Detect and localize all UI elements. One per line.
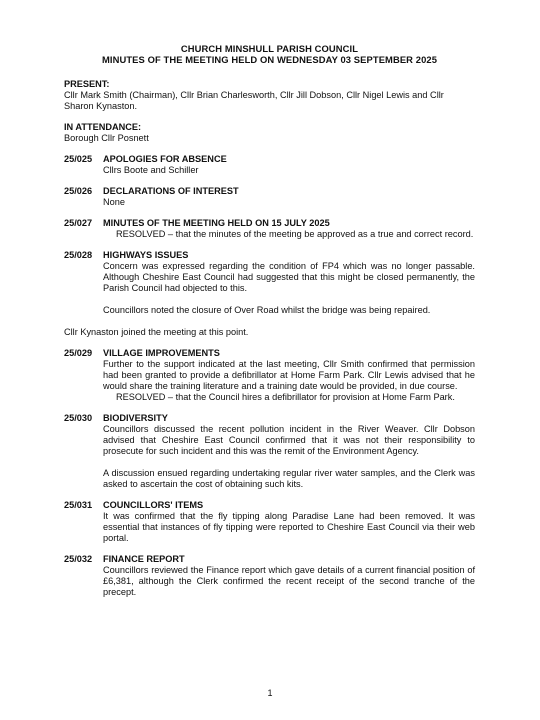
item-biodiversity xyxy=(64,413,475,490)
document-title xyxy=(64,44,475,65)
page-number: 1 xyxy=(267,688,273,698)
item-highways xyxy=(64,250,475,316)
item-number: 25/028 xyxy=(64,250,93,260)
item-number: 25/025 xyxy=(64,154,93,164)
item-paragraph: Councillors noted the closure of Over Road whilst the bridge was being repaired. xyxy=(103,305,431,315)
item-title: BIODIVERSITY xyxy=(103,413,168,423)
item-number: 25/030 xyxy=(64,413,93,423)
item-text: None xyxy=(103,197,125,207)
item-title: DECLARATIONS OF INTEREST xyxy=(103,186,239,196)
item-paragraph: It was confirmed that the fly tipping along Paradise Lane had been removed. It was essential that instances of fly tipping were reported to Cheshire East Council via their web portal. xyxy=(103,511,475,543)
item-text: Cllrs Boote and Schiller xyxy=(103,165,199,175)
attendance-section xyxy=(64,122,475,144)
attendance-heading: IN ATTENDANCE: xyxy=(64,122,142,132)
attendance-list: Borough Cllr Posnett xyxy=(64,133,149,143)
item-minutes xyxy=(64,218,475,240)
item-paragraph: Councillors reviewed the Finance report which gave details of a current financial position of £6,381, although the Clerk confirmed the recent receipt of the second tranche of the precept. xyxy=(103,565,475,597)
item-councillors-items xyxy=(64,500,475,544)
present-section xyxy=(64,79,475,112)
item-declarations xyxy=(64,186,475,208)
resolution-text: RESOLVED – that the minutes of the meeting be approved as a true and correct record. xyxy=(116,229,474,239)
item-title: COUNCILLORS' ITEMS xyxy=(103,500,204,510)
item-village-improvements xyxy=(64,348,475,403)
item-number: 25/032 xyxy=(64,554,93,564)
council-name: CHURCH MINSHULL PARISH COUNCIL xyxy=(180,43,359,54)
resolution-text: RESOLVED – that the Council hires a defibrillator for provision at Home Farm Park. xyxy=(116,392,455,402)
item-finance-report xyxy=(64,554,475,598)
item-paragraph: Concern was expressed regarding the condition of FP4 which was no longer passable. Although Cheshire East Council had suggested that this might be closed permanently, the Parish Council had objected to this. xyxy=(103,261,475,293)
present-list: Cllr Mark Smith (Chairman), Cllr Brian Charlesworth, Cllr Jill Dobson, Cllr Nigel Lewis and Cllr Sharon Kynaston. xyxy=(64,90,444,111)
joined-note: Cllr Kynaston joined the meeting at this point. xyxy=(64,327,249,337)
item-title: MINUTES OF THE MEETING HELD ON 15 JULY 2025 xyxy=(103,218,330,228)
item-number: 25/029 xyxy=(64,348,93,358)
item-paragraph: Councillors discussed the recent pollution incident in the River Weaver. Cllr Dobson advised that Cheshire East Council confirmed that it was not their responsibility to prosecute for such incident and this was the remit of the Environment Agency. xyxy=(103,424,475,456)
item-paragraph: A discussion ensued regarding undertaking regular river water samples, and the Clerk was asked to ascertain the cost of obtaining such kits. xyxy=(103,468,475,489)
item-title: VILLAGE IMPROVEMENTS xyxy=(103,348,220,358)
item-number: 25/031 xyxy=(64,500,93,510)
item-paragraph: Further to the support indicated at the last meeting, Cllr Smith confirmed that permission had been granted to provide a defibrillator at Home Farm Park. Cllr Lewis advised that he would share the training literature and a training date would be provided, in due course. xyxy=(103,359,475,391)
meeting-title: MINUTES OF THE MEETING HELD ON WEDNESDAY 03 SEPTEMBER 2025 xyxy=(101,53,438,65)
present-heading: PRESENT: xyxy=(64,79,110,89)
item-number: 25/026 xyxy=(64,186,93,196)
item-title: HIGHWAYS ISSUES xyxy=(103,250,189,260)
item-title: APOLOGIES FOR ABSENCE xyxy=(103,154,227,164)
item-apologies xyxy=(64,154,475,176)
item-number: 25/027 xyxy=(64,218,93,228)
item-title: FINANCE REPORT xyxy=(103,554,185,564)
